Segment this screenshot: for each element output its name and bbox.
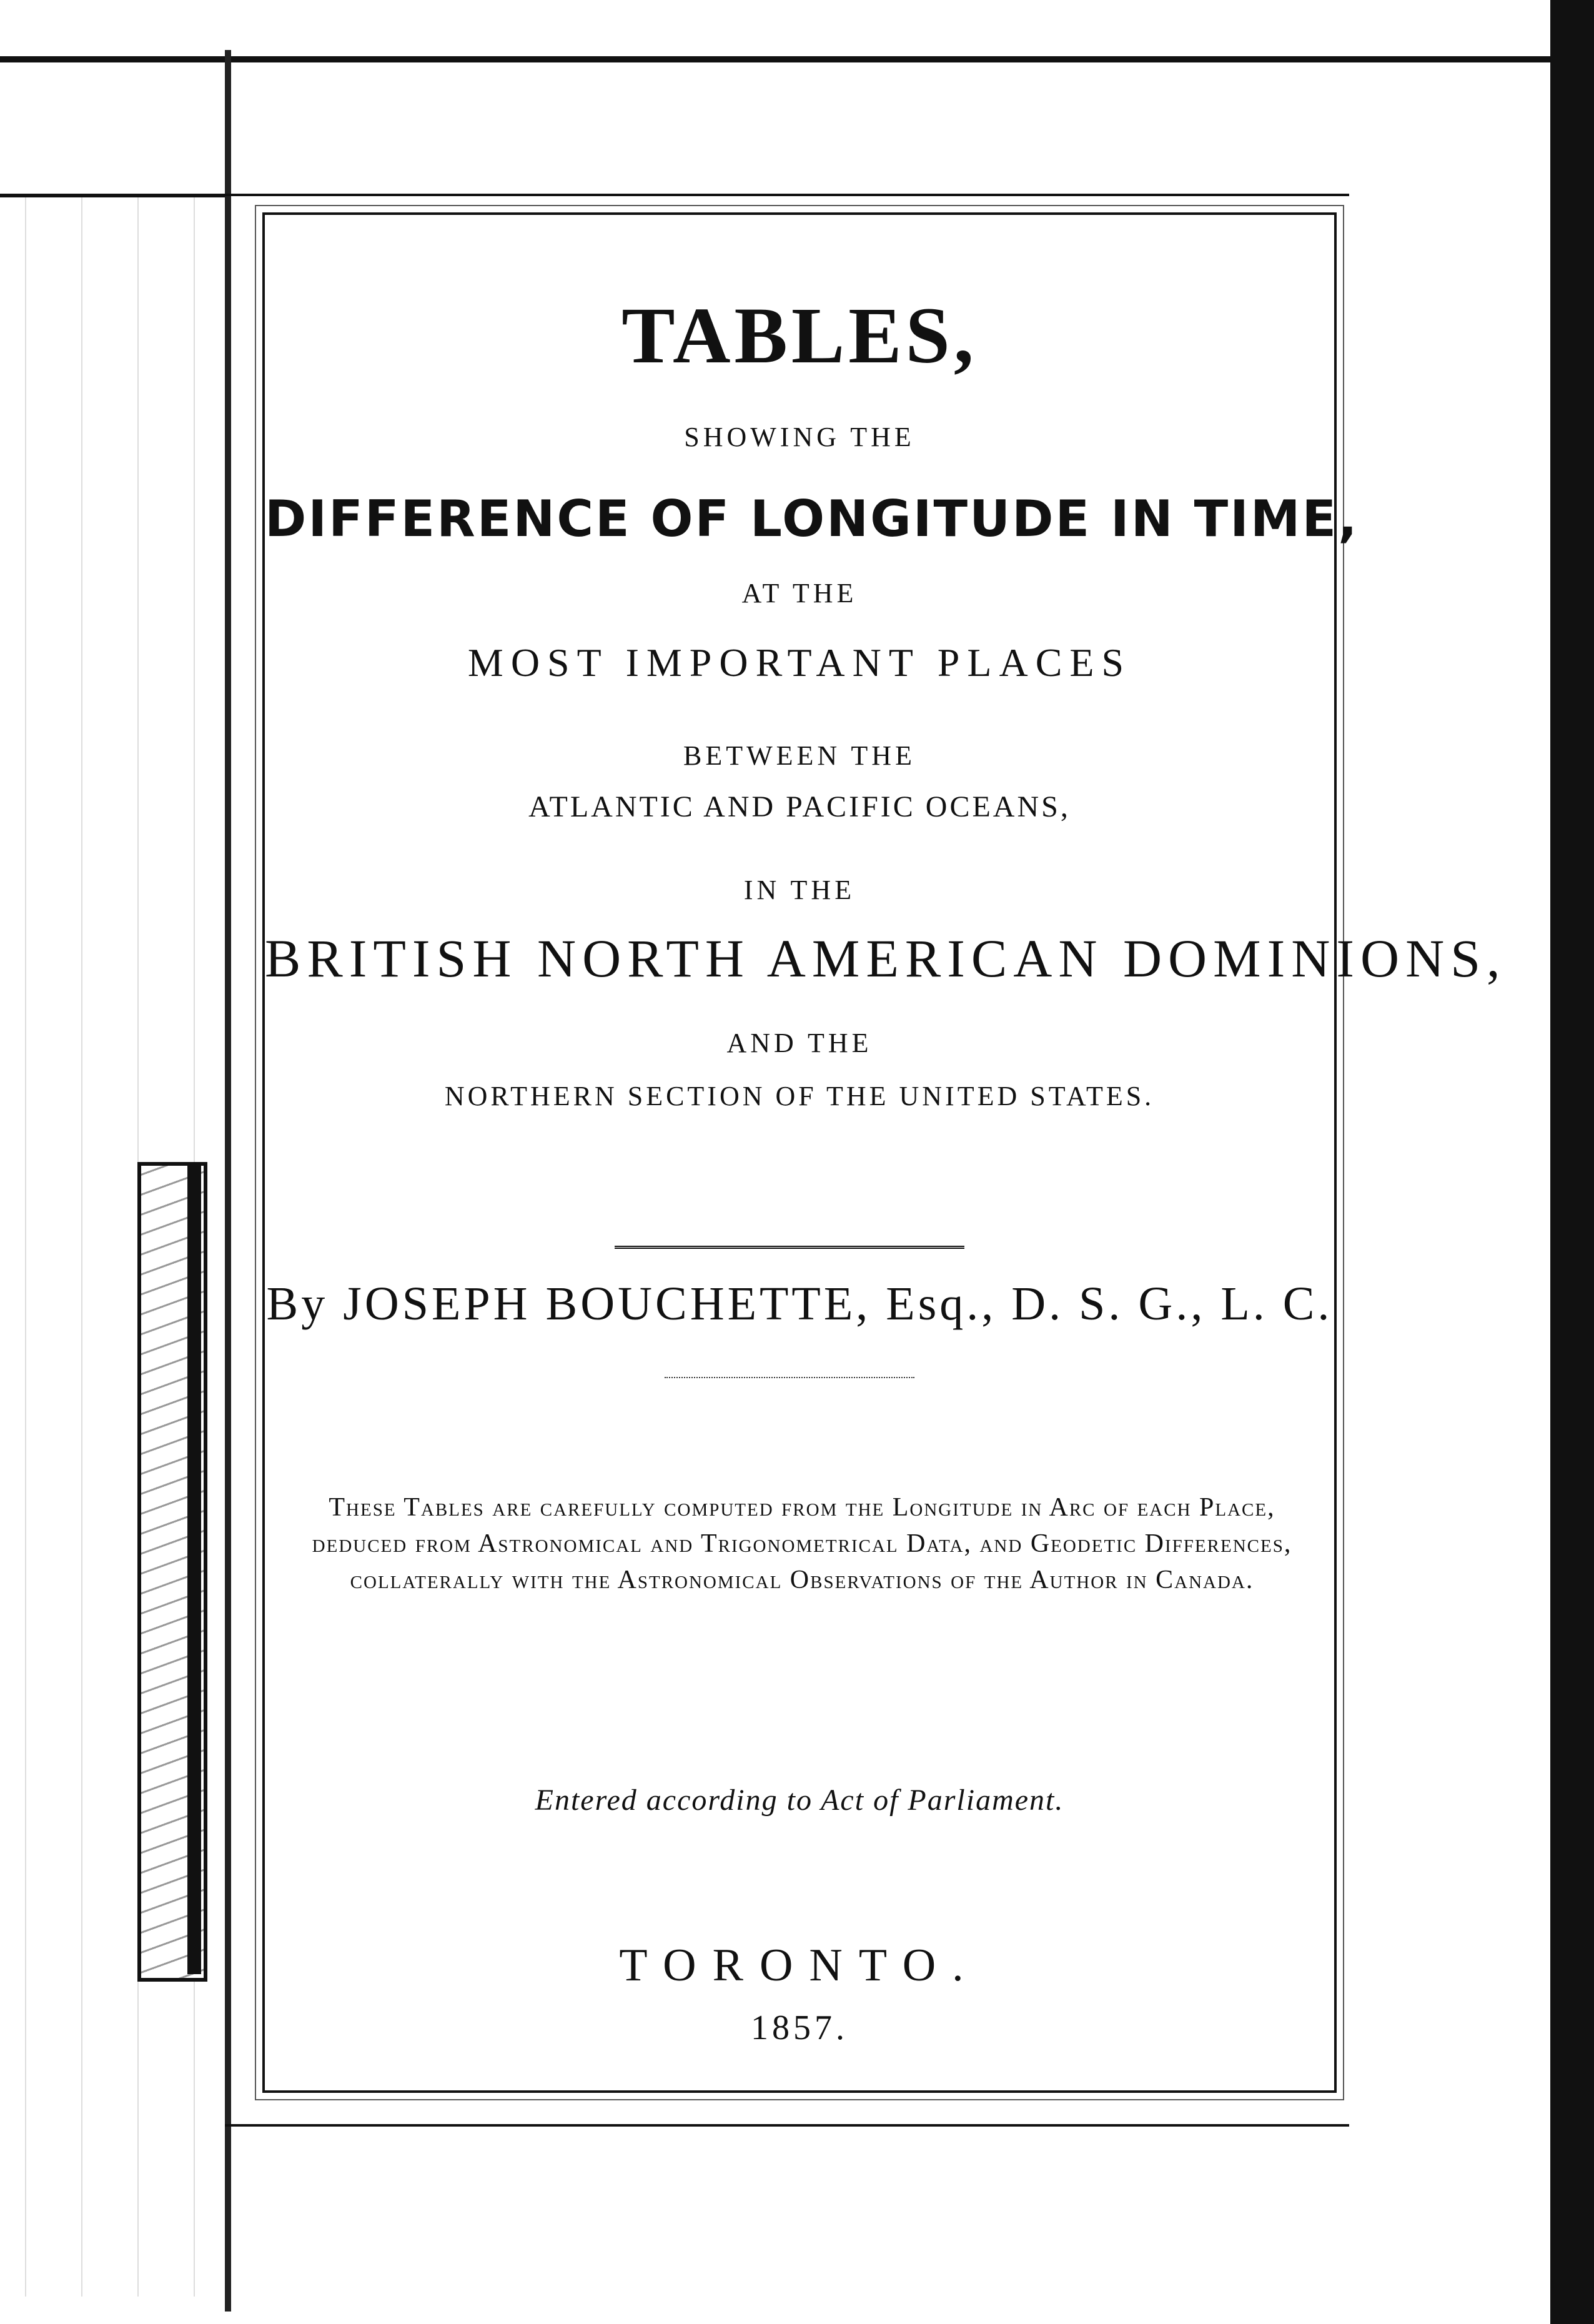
publication-year: 1857. bbox=[751, 2009, 848, 2047]
page-bottom-rule bbox=[225, 2124, 1349, 2127]
oceans-heading: ATLANTIC AND PACIFIC OCEANS, bbox=[528, 790, 1071, 823]
folded-map-border bbox=[187, 1162, 201, 1974]
divider-dotted bbox=[665, 1377, 914, 1378]
divider-rule bbox=[615, 1246, 964, 1249]
author-line: By JOSEPH BOUCHETTE, Esq., D. S. G., L. C. bbox=[266, 1278, 1333, 1330]
subtitle-between: BETWEEN THE bbox=[683, 740, 916, 771]
subtitle-at: AT THE bbox=[741, 578, 858, 608]
dominions-heading: BRITISH NORTH AMERICAN DOMINIONS, bbox=[265, 928, 1507, 988]
northern-heading: NORTHERN SECTION OF THE UNITED STATES. bbox=[444, 1081, 1155, 1111]
scan-top-edge bbox=[0, 0, 1594, 62]
description-paragraph: These Tables are carefully computed from the Longitude in Arc of each Place, deduced from Astronomical and Trigonometrical Data, and Geodetic Differences, collaterally with the Astronomical Observations of the Author in Canada. bbox=[312, 1493, 1292, 1594]
publication-city: TORONTO. bbox=[619, 1940, 980, 1991]
subtitle-showing: SHOWING THE bbox=[684, 422, 915, 452]
scan-right-edge bbox=[1550, 0, 1594, 2324]
subtitle-and: AND THE bbox=[726, 1028, 873, 1058]
book-spine bbox=[225, 50, 231, 2312]
copyright-notice: Entered according to Act of Parliament. bbox=[535, 1784, 1064, 1817]
subtitle-in: IN THE bbox=[743, 875, 856, 905]
page-top-rule bbox=[225, 194, 1349, 196]
page-title: TABLES, bbox=[621, 291, 978, 380]
main-heading: DIFFERENCE OF LONGITUDE IN TIME, bbox=[265, 490, 1359, 548]
places-heading: MOST IMPORTANT PLACES bbox=[467, 640, 1132, 685]
title-page-frame bbox=[262, 212, 1507, 2093]
